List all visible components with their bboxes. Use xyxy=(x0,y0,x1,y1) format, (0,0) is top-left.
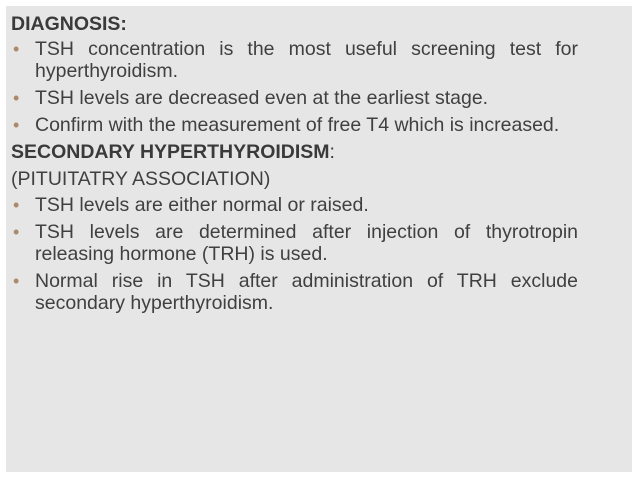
secondary-heading-colon: : xyxy=(329,141,335,163)
secondary-heading: SECONDARY HYPERTHYROIDISM xyxy=(11,141,330,163)
diagnosis-bullet-3 xyxy=(11,114,578,136)
diagnosis-bullet-2 xyxy=(11,87,578,109)
bullet-text: TSH levels are either normal or raised. xyxy=(35,194,369,216)
bullet-text: TSH levels are decreased even at the earliest stage. xyxy=(35,87,489,109)
bullet-icon: • xyxy=(13,195,20,215)
bullet-text: TSH levels are determined after injection of thyrotropin releasing hormone (TRH) is used. xyxy=(35,221,578,265)
secondary-bullet-3 xyxy=(11,270,578,314)
secondary-bullet-2 xyxy=(11,221,578,265)
secondary-heading-row xyxy=(11,141,578,163)
bullet-text: Confirm with the measurement of free T4 which is increased. xyxy=(35,114,560,136)
bullet-text: TSH concentration is the most useful screening test for hyperthyroidism. xyxy=(35,38,578,82)
secondary-subtitle: (PITUITATRY ASSOCIATION) xyxy=(11,168,271,190)
diagnosis-bullet-1 xyxy=(11,38,578,82)
bullet-text: Normal rise in TSH after administration of TRH exclude secondary hyperthyroidism. xyxy=(35,270,578,314)
secondary-bullet-1 xyxy=(11,194,578,216)
slide-content xyxy=(11,13,578,319)
bullet-icon: • xyxy=(13,222,20,242)
bullet-icon: • xyxy=(13,115,20,135)
bullet-icon: • xyxy=(13,88,20,108)
bullet-icon: • xyxy=(13,271,20,291)
bullet-icon: • xyxy=(13,39,20,59)
diagnosis-heading: DIAGNOSIS: xyxy=(11,13,127,35)
slide-panel xyxy=(6,6,632,472)
